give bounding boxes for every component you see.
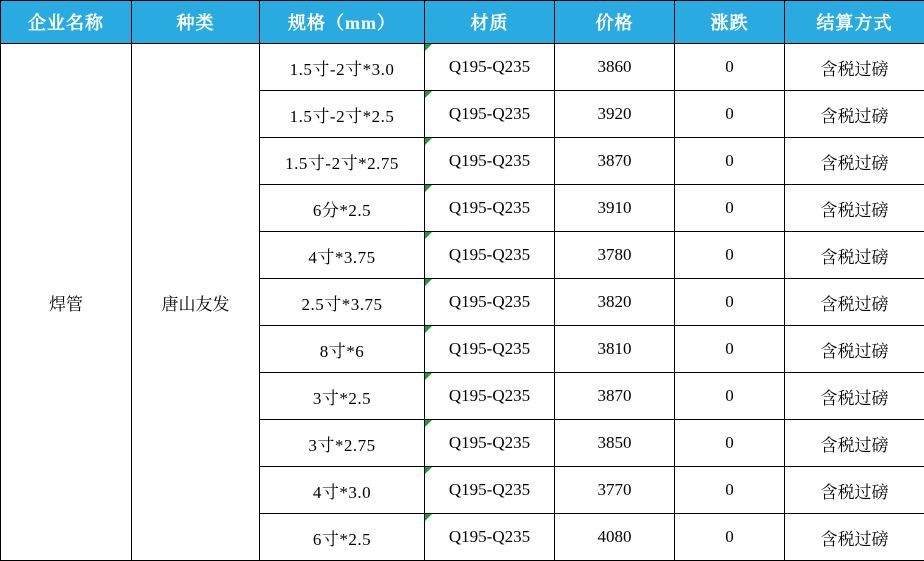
- settlement-cell: 含税过磅: [785, 467, 924, 514]
- column-header-price: 价格: [555, 1, 675, 44]
- column-header-material: 材质: [425, 1, 555, 44]
- column-header-company: 企业名称: [1, 1, 132, 44]
- column-header-kind: 种类: [132, 1, 260, 44]
- change-cell: 0: [675, 91, 785, 138]
- price-cell: 3870: [555, 138, 675, 185]
- settlement-cell: 含税过磅: [785, 420, 924, 467]
- column-header-settlement: 结算方式: [785, 1, 924, 44]
- change-cell: 0: [675, 420, 785, 467]
- price-cell: 3870: [555, 373, 675, 420]
- header-row: [1, 1, 924, 44]
- spec-cell: 4寸*3.0: [260, 467, 425, 514]
- material-cell: Q195-Q235: [425, 514, 555, 561]
- change-cell: 0: [675, 279, 785, 326]
- change-cell: 0: [675, 185, 785, 232]
- spec-cell: 1.5寸-2寸*2.75: [260, 138, 425, 185]
- settlement-cell: 含税过磅: [785, 185, 924, 232]
- price-cell: 4080: [555, 514, 675, 561]
- material-cell: Q195-Q235: [425, 373, 555, 420]
- change-cell: 0: [675, 514, 785, 561]
- change-cell: 0: [675, 373, 785, 420]
- material-cell: Q195-Q235: [425, 279, 555, 326]
- price-cell: 3920: [555, 91, 675, 138]
- change-cell: 0: [675, 326, 785, 373]
- table-header: [1, 1, 924, 44]
- settlement-cell: 含税过磅: [785, 279, 924, 326]
- price-cell: 3850: [555, 420, 675, 467]
- settlement-cell: 含税过磅: [785, 514, 924, 561]
- material-cell: Q195-Q235: [425, 91, 555, 138]
- price-cell: 3910: [555, 185, 675, 232]
- change-cell: 0: [675, 138, 785, 185]
- price-cell: 3770: [555, 467, 675, 514]
- company-cell: 焊管: [1, 44, 132, 561]
- spec-cell: 8寸*6: [260, 326, 425, 373]
- settlement-cell: 含税过磅: [785, 44, 924, 91]
- spec-cell: 1.5寸-2寸*2.5: [260, 91, 425, 138]
- material-cell: Q195-Q235: [425, 467, 555, 514]
- price-cell: 3780: [555, 232, 675, 279]
- column-header-change: 涨跌: [675, 1, 785, 44]
- spec-cell: 2.5寸*3.75: [260, 279, 425, 326]
- table-body: [1, 44, 924, 561]
- settlement-cell: 含税过磅: [785, 373, 924, 420]
- material-cell: Q195-Q235: [425, 232, 555, 279]
- spec-cell: 6分*2.5: [260, 185, 425, 232]
- kind-cell: 唐山友发: [132, 44, 260, 561]
- change-cell: 0: [675, 44, 785, 91]
- material-cell: Q195-Q235: [425, 185, 555, 232]
- spec-cell: 6寸*2.5: [260, 514, 425, 561]
- material-cell: Q195-Q235: [425, 138, 555, 185]
- change-cell: 0: [675, 467, 785, 514]
- settlement-cell: 含税过磅: [785, 326, 924, 373]
- price-cell: 3860: [555, 44, 675, 91]
- settlement-cell: 含税过磅: [785, 232, 924, 279]
- spec-cell: 3寸*2.5: [260, 373, 425, 420]
- spec-cell: 4寸*3.75: [260, 232, 425, 279]
- table-row: [1, 44, 924, 91]
- spec-cell: 3寸*2.75: [260, 420, 425, 467]
- material-cell: Q195-Q235: [425, 44, 555, 91]
- column-header-spec: 规格（mm）: [260, 1, 425, 44]
- spec-cell: 1.5寸-2寸*3.0: [260, 44, 425, 91]
- material-cell: Q195-Q235: [425, 326, 555, 373]
- change-cell: 0: [675, 232, 785, 279]
- material-cell: Q195-Q235: [425, 420, 555, 467]
- price-cell: 3810: [555, 326, 675, 373]
- price-cell: 3820: [555, 279, 675, 326]
- settlement-cell: 含税过磅: [785, 138, 924, 185]
- settlement-cell: 含税过磅: [785, 91, 924, 138]
